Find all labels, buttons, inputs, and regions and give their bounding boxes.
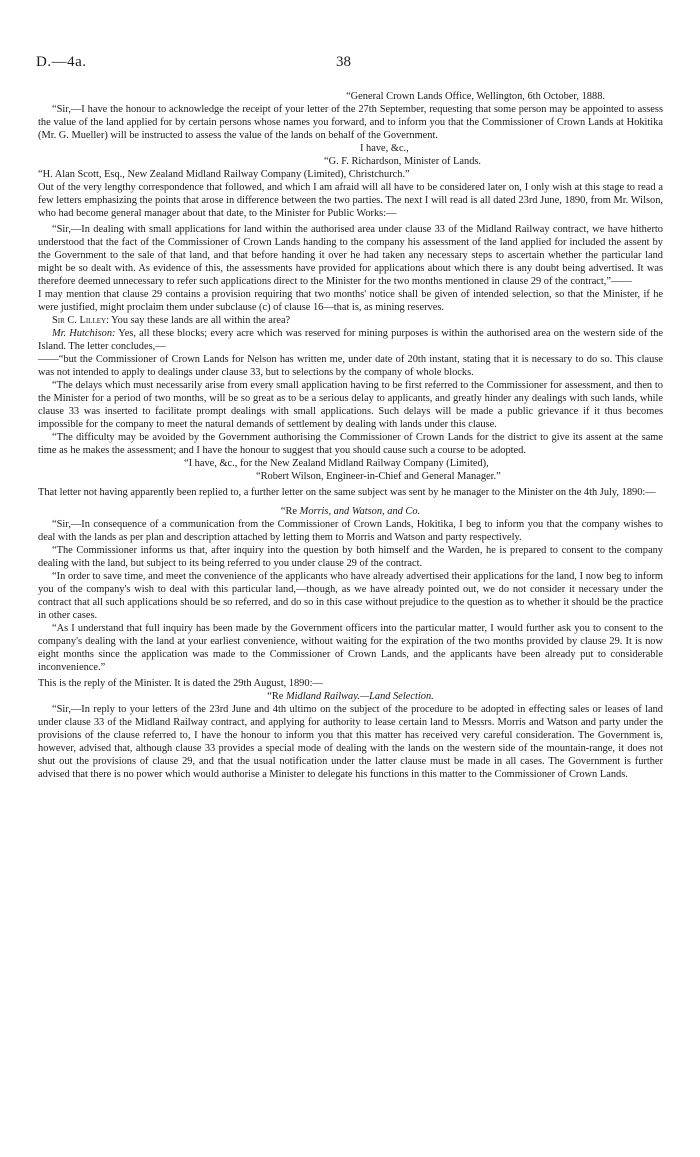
letter-signature: “Robert Wilson, Engineer-in-Chief and General Manager.” [256, 471, 501, 482]
letter-paragraph: “The delays which must necessarily arise from every small application having to be first referred to the Commissioner for assessment, and then to the Minister for a period of two months, will be so great as to be a serious delay to applicants, and greatly hinder any dealings with such lands, while clause 33 was inserted to facilitate prompt dealings with small applications. Such delays will be made a public grievance if it thus becomes impossible for the company to meet the natural demands of settlement by dealing with lands under this clause. [38, 380, 663, 430]
letter-paragraph: “In order to save time, and meet the convenience of the applicants who have already advertised their applications for the land, I now beg to inform you of the company's wish to deal with this particular land,—though, as we have already pointed out, we do not consider it necessary under the contract that all such applications should be so referred, and do so in this case without prejudice to the question as to whether it should be the practice in other cases. [38, 571, 663, 621]
letter-addressee: “H. Alan Scott, Esq., New Zealand Midland Railway Company (Limited), Christchurch.” [38, 169, 410, 180]
letter-paragraph: “Sir,—In reply to your letters of the 23rd June and 4th ultimo on the subject of the procedure to be adopted in effecting sales or leases of land under clause 33 of the Midland Railway contract, and applying for authority to lease certain land to Messrs. Morris and Watson and party under the provisions of the clause referred to, I have the honour to inform you that this matter has received very careful consideration. The Government is, however, advised that, although clause 33 provides a special mode of dealing with the lands on the western side of the mountain-range, it does not shut out the provisions of clause 29, and that the usual notification under the latter clause must be made in all cases. The Government is further advised that there is no power which would authorise a Minister to delegate his functions in this matter to the Commissioner of Crown Lands. [38, 704, 663, 780]
document-reference: D.—4a. [36, 54, 87, 70]
letter-closing: I have, &c., [360, 143, 409, 154]
dialogue-line [38, 327, 663, 353]
narrative-paragraph: I may mention that clause 29 contains a provision requiring that two months' notice shall be given of intended selection, so that the Minister, if he were justified, might proclaim them under subclause (c) of clause 16—that is, as mining reserves. [38, 289, 663, 313]
narrative-paragraph: This is the reply of the Minister. It is dated the 29th August, 1890:— [38, 678, 323, 689]
letter-paragraph: “Sir,—In consequence of a communication from the Commissioner of Crown Lands, Hokitika, I beg to inform you that the company wishes to deal with the lands as per plan and description attached by letting them to Morris and Watson and party respectively. [38, 519, 663, 543]
letter-paragraph: “As I understand that full inquiry has been made by the Government officers into the particular matter, I would further ask you to consent to the company's dealing with the land at your earliest convenience, without waiting for the expiration of the two months provided by clause 29. It is now eight months since the application was made to the Commissioner of Crown Lands, and the applicants have been already put to considerable inconvenience.” [38, 623, 663, 673]
letter-paragraph: “The Commissioner informs us that, after inquiry into the question by both himself and the Warden, he is prepared to consent to the company dealing with the land, but subject to its being referred to you under clause 29 of the contract. [38, 545, 663, 569]
dialogue-line [38, 314, 663, 327]
letter-heading: “General Crown Lands Office, Wellington, 6th October, 1888. [346, 91, 605, 102]
speaker-text: You say these lands are all within the area? [111, 315, 291, 326]
subject-prefix: “Re [267, 691, 284, 702]
letter-paragraph: ——“but the Commissioner of Crown Lands for Nelson has written me, under date of 20th instant, stating that it is necessary to do so. This clause was not intended to apply to dealings under clause 33, but to selections by the company of whole blocks. [38, 354, 663, 378]
speaker-name: Mr. Hutchison: [52, 328, 116, 339]
letter-subject [38, 690, 663, 703]
speaker-name: Sir C. Lilley: [52, 315, 109, 326]
letter-paragraph: “Sir,—In dealing with small applications for land within the authorised area under clause 33 of the Midland Railway contract, we have hitherto understood that the fact of the Commissioner of Crown Lands handing to the company his assessment of the land applied for included the assent by the Government to the sale of that land, and that before handing it over he had taken any necessary steps to ascertain whether the particular land might be so dealt with. As evidence of this, the assessments have provided for applications about which there is any doubt being advertised. It was therefore deemed unnecessary to refer such applications direct to the Minister for the two months mentioned in clause 29 of the contract,”—— [38, 224, 663, 287]
narrative-paragraph: That letter not having apparently been replied to, a further letter on the same subject was sent by he manager to the Minister on the 4th July, 1890:— [38, 487, 656, 498]
letter-closing: “I have, &c., for the New Zealand Midland Railway Company (Limited), [184, 458, 489, 469]
subject-title: Morris, and Watson, and Co. [299, 506, 421, 517]
page-number: 38 [336, 54, 351, 70]
subject-title: Midland Railway.—Land Selection. [285, 691, 434, 702]
speaker-text: Yes, all these blocks; every acre which was reserved for mining purposes is within the authorised area on the western side of the Island. The letter concludes,— [38, 328, 664, 352]
letter-subject [38, 505, 663, 518]
subject-prefix: “Re [280, 506, 297, 517]
letter-paragraph: “The difficulty may be avoided by the Government authorising the Commissioner of Crown Lands for the district to give its assent at the same time as he makes the assessment; and I have the honour to suggest that you should cause such a course to be adopted. [38, 432, 663, 456]
narrative-paragraph: Out of the very lengthy correspondence that followed, and which I am afraid will all have to be considered later on, I only wish at this stage to read a few letters emphasizing the points that arose in difference between the two parties. The next I will read is all dated 23rd June, 1890, from Mr. Wilson, who had become general manager about that date, to the Minister for Public Works:— [38, 182, 663, 219]
letter-signature: “G. F. Richardson, Minister of Lands. [324, 156, 482, 167]
body-text [38, 90, 663, 781]
letter-paragraph: “Sir,—I have the honour to acknowledge the receipt of your letter of the 27th September, requesting that some person may be appointed to assess the value of the land applied for by certain persons whose names you forward, and to inform you that the Commissioner of Crown Lands at Hokitika (Mr. G. Mueller) will be instructed to assess the value of the lands on behalf of the Government. [38, 104, 663, 141]
